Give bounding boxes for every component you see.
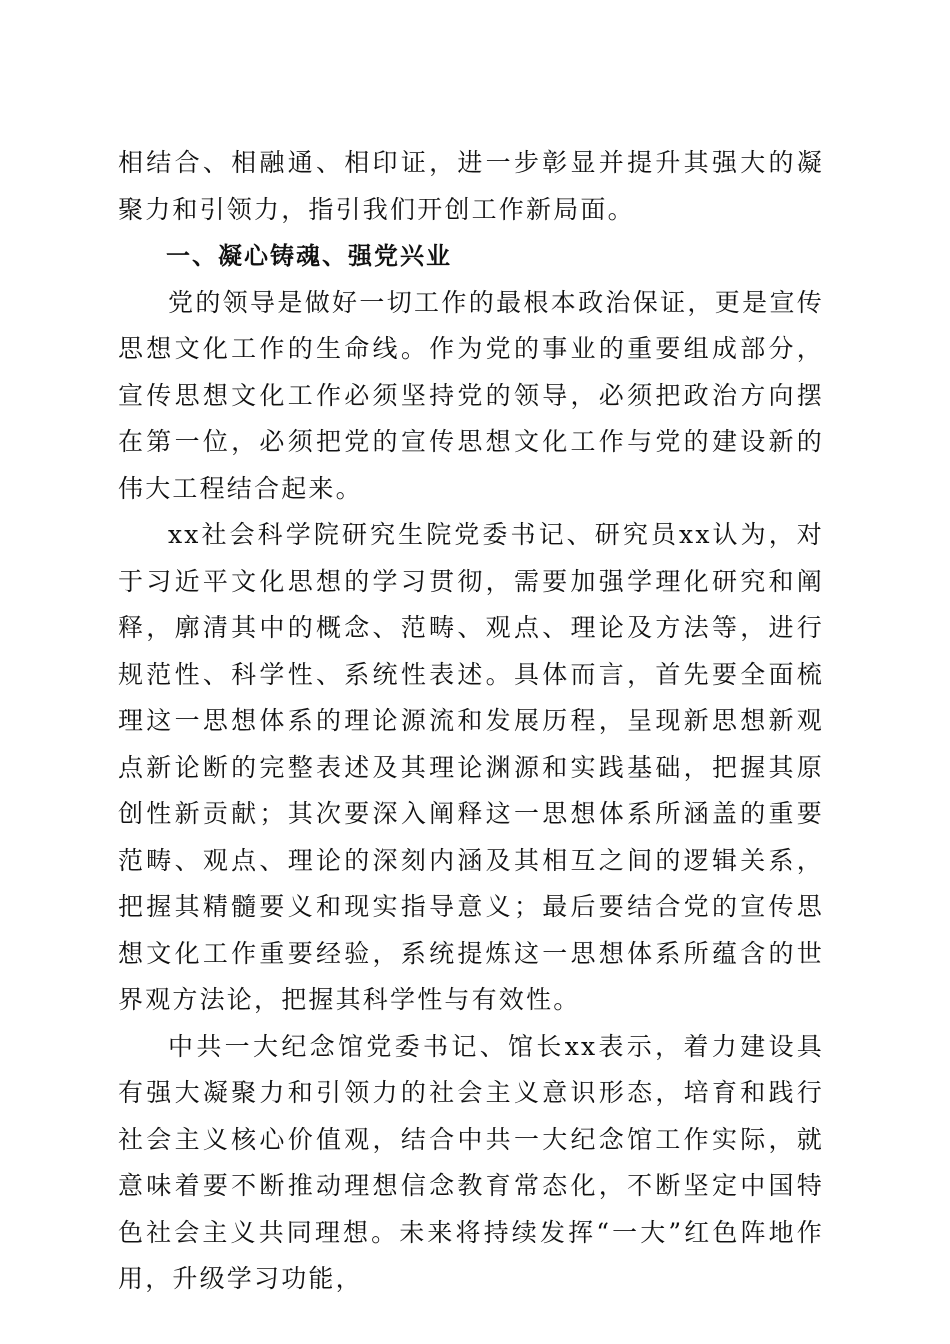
section-heading: 一、凝心铸魂、强党兴业	[166, 242, 452, 270]
paragraph-memorial-hall: 中共一大纪念馆党委书记、馆长xx表示，着力建设具有强大凝聚力和引领力的社会主义意识形态，培育和践行社会主义核心价值观，结合中共一大纪念馆工作实际，就意味着要不断推动理想信念教育常态化，不断坚定中国特色社会主义共同理想。未来将持续发挥“一大”红色阵地作用，升级学习功能，	[118, 1031, 824, 1293]
document-body	[118, 140, 824, 1303]
paragraph-party-leadership: 党的领导是做好一切工作的最根本政治保证，更是宣传思想文化工作的生命线。作为党的事业的重要组成部分，宣传思想文化工作必须坚持党的领导，必须把政治方向摆在第一位，必须把党的宣传思想文化工作与党的建设新的伟大工程结合起来。	[118, 287, 824, 503]
paragraph-academy-researcher: xx社会科学院研究生院党委书记、研究员xx认为，对于习近平文化思想的学习贯彻，需要加强学理化研究和阐释，廓清其中的概念、范畴、观点、理论及方法等，进行规范性、科学性、系统性表述。具体而言，首先要全面梳理这一思想体系的理论源流和发展历程，呈现新思想新观点新论断的完整表述及其理论渊源和实践基础，把握其原创性新贡献；其次要深入阐释这一思想体系所涵盖的重要范畴、观点、理论的深刻内涵及其相互之间的逻辑关系，把握其精髓要义和现实指导意义；最后要结合党的宣传思想文化工作重要经验，系统提炼这一思想体系所蕴含的世界观方法论，把握其科学性与有效性。	[118, 520, 824, 1014]
paragraph-continued: 相结合、相融通、相印证，进一步彰显并提升其强大的凝聚力和引领力，指引我们开创工作新局面。	[118, 148, 824, 224]
